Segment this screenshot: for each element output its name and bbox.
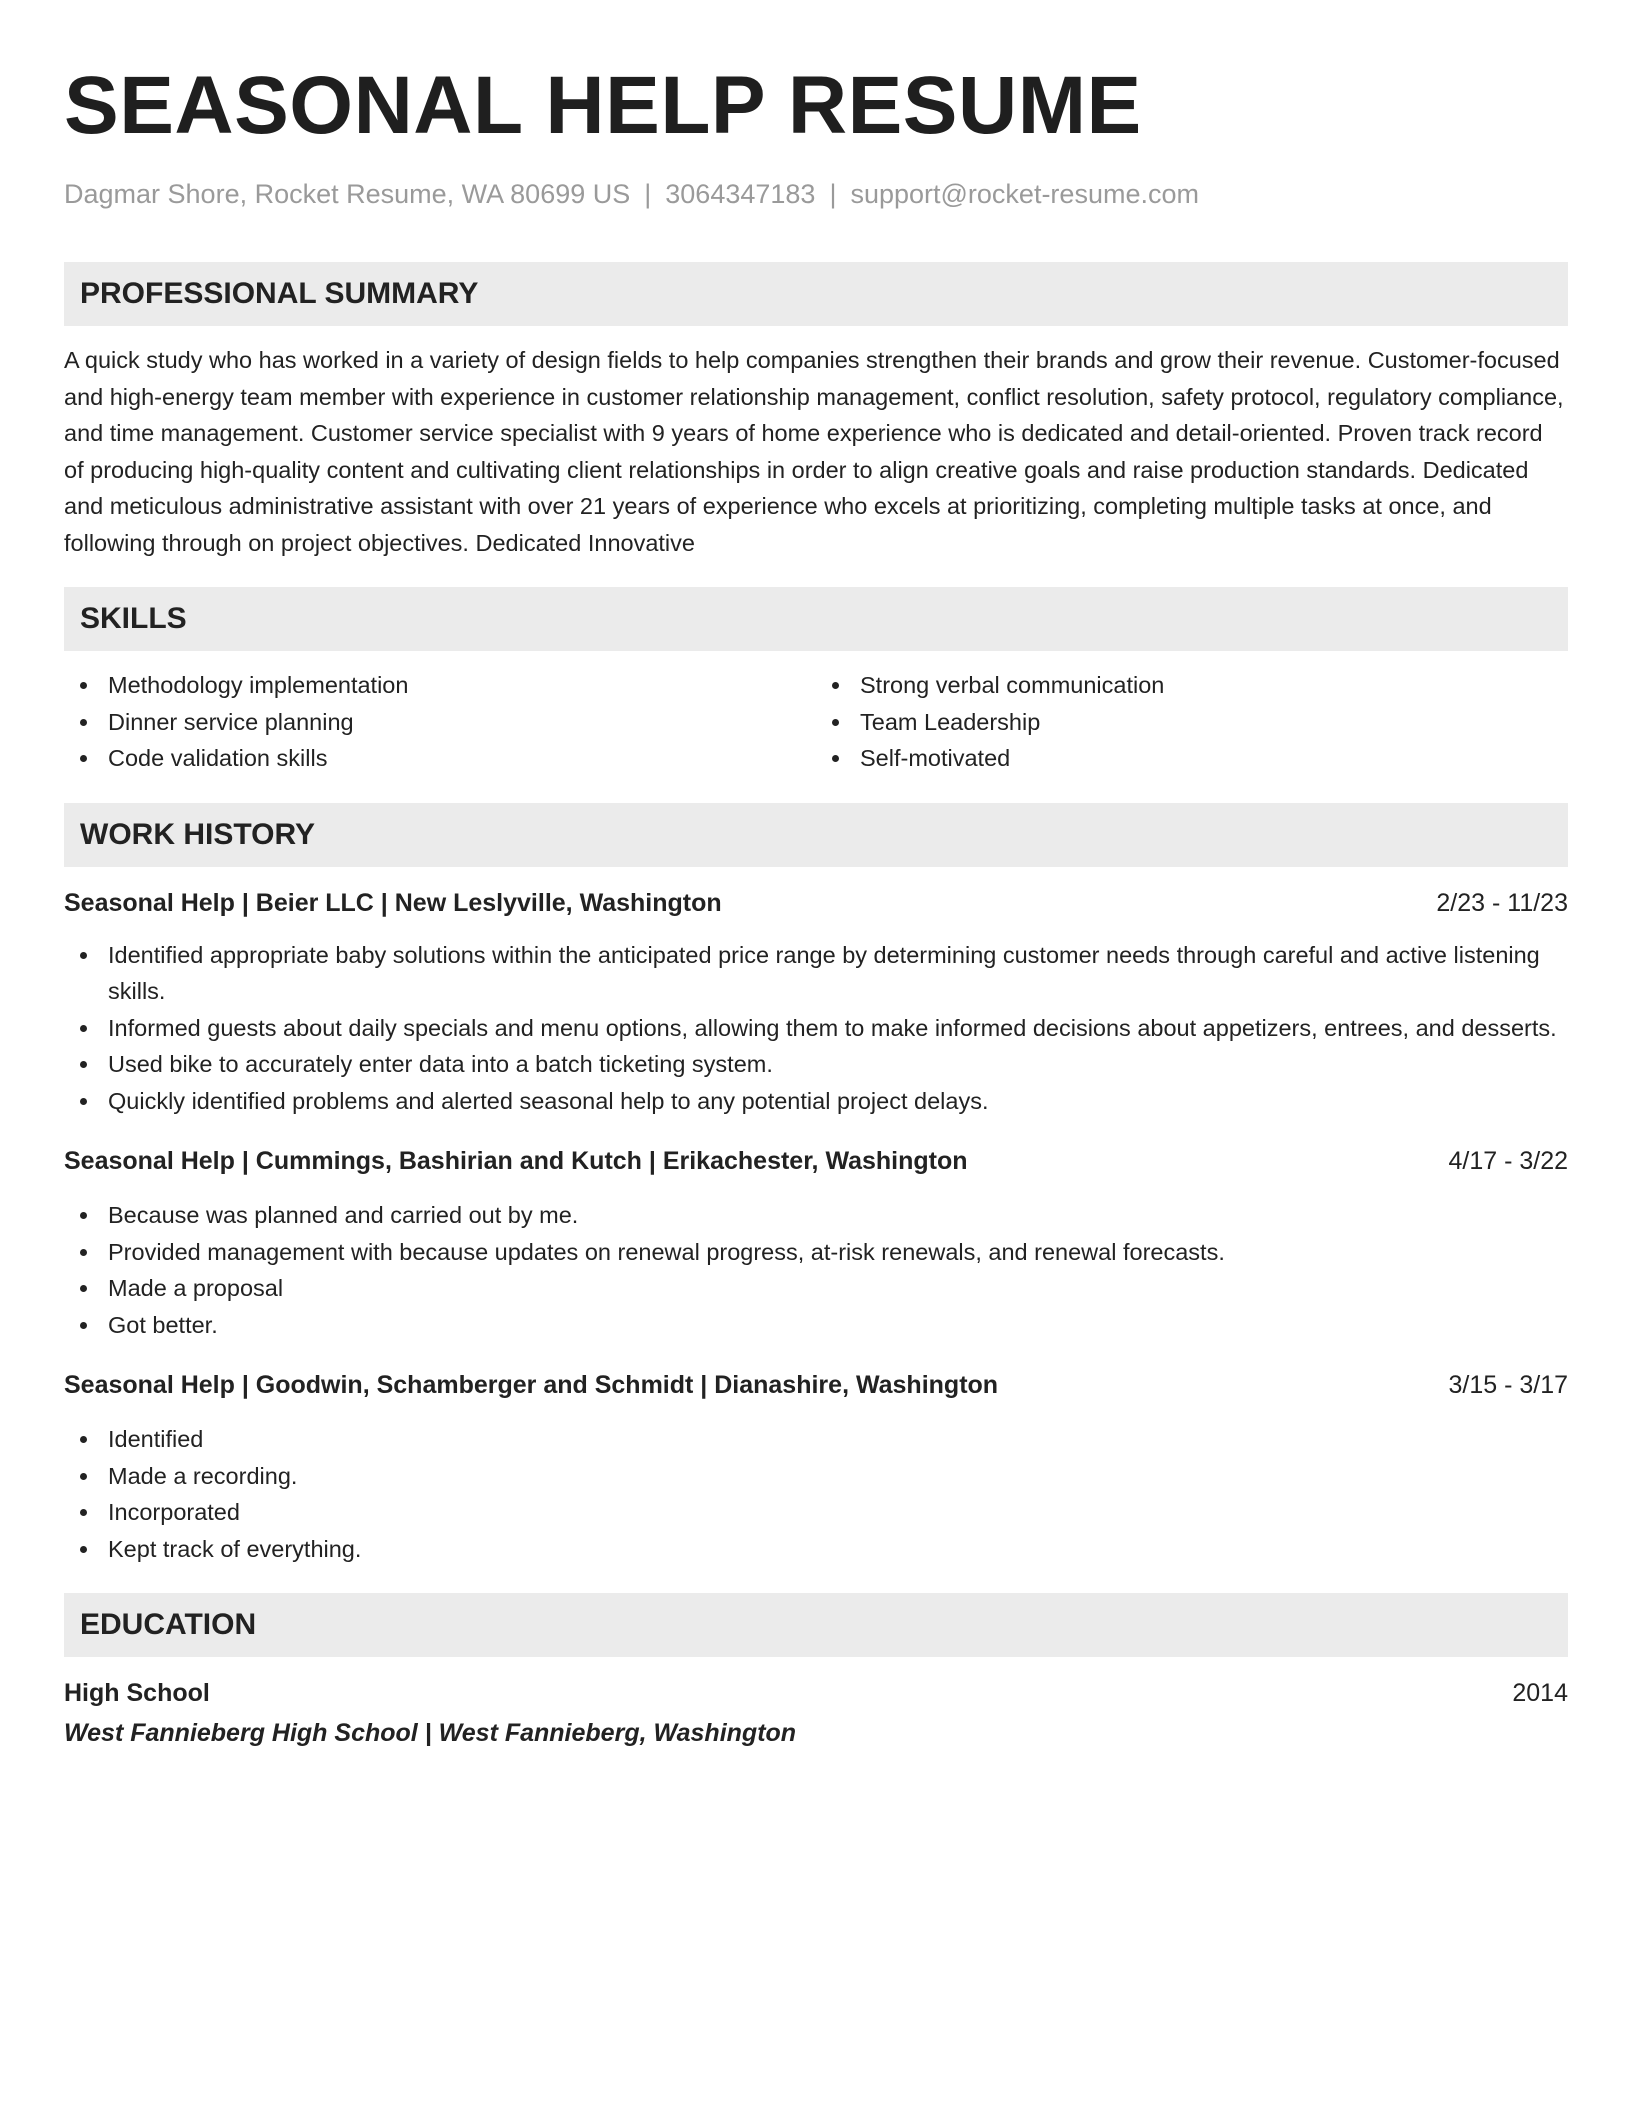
contact-separator: | [829, 179, 837, 209]
skills-column-right [816, 667, 1568, 777]
job-bullet: Made a proposal [64, 1270, 1568, 1307]
skill-item: Code validation skills [64, 740, 816, 777]
resume-title: SEASONAL HELP RESUME [64, 60, 1142, 151]
contact-email: support@rocket-resume.com [850, 179, 1199, 209]
job-title: Seasonal Help | Beier LLC | New Leslyville, Washington [64, 888, 722, 917]
education-header [64, 1675, 1568, 1711]
skills-list [64, 667, 1568, 777]
contact-line [64, 176, 1568, 212]
job-dates: 3/15 - 3/17 [1448, 1371, 1568, 1399]
job-bullet: Made a recording. [64, 1458, 1568, 1495]
summary-heading: PROFESSIONAL SUMMARY [64, 262, 1568, 326]
job-dates: 2/23 - 11/23 [1436, 888, 1568, 917]
education-degree: High School [64, 1679, 210, 1707]
skill-item: Self-motivated [816, 740, 1568, 777]
job-bullets [64, 1197, 1568, 1343]
job-bullet: Incorporated [64, 1494, 1568, 1531]
skill-item: Strong verbal communication [816, 667, 1568, 704]
summary-text: A quick study who has worked in a variety of design fields to help companies strengthen their brands and grow their revenue. Customer-focused and high-energy team member with experience in customer relationship management, conflict resolution, safety protocol, regulatory compliance, and time management. Customer service specialist with 9 years of home experience who is dedicated and detail-oriented. Proven track record of producing high-quality content and cultivating client relationships in order to align creative goals and raise production standards. Dedicated and meticulous administrative assistant with over 21 years of experience who excels at prioritizing, completing multiple tasks at once, and following through on project objectives. Dedicated Innovative [64, 347, 1564, 556]
job-bullet: Informed guests about daily specials and menu options, allowing them to make informed decisions about appetizers, entrees, and desserts. [64, 1010, 1568, 1047]
job-bullets [64, 937, 1568, 1120]
job-bullet: Got better. [64, 1307, 1568, 1344]
skills-heading: SKILLS [64, 587, 1568, 651]
education-year: 2014 [1512, 1679, 1568, 1707]
job-bullet: Identified [64, 1421, 1568, 1458]
education-heading: EDUCATION [64, 1593, 1568, 1657]
job-bullet: Used bike to accurately enter data into a batch ticketing system. [64, 1046, 1568, 1083]
job-bullet: Provided management with because updates on renewal progress, at-risk renewals, and renewal forecasts. [64, 1234, 1568, 1271]
skill-item: Methodology implementation [64, 667, 816, 704]
skill-item: Team Leadership [816, 704, 1568, 741]
job-header [64, 1143, 1568, 1179]
job-bullets [64, 1421, 1568, 1567]
job-bullet: Kept track of everything. [64, 1531, 1568, 1568]
job-header [64, 1367, 1568, 1403]
skill-item: Dinner service planning [64, 704, 816, 741]
job-bullet: Quickly identified problems and alerted seasonal help to any potential project delays. [64, 1083, 1568, 1120]
job-bullet: Because was planned and carried out by me. [64, 1197, 1568, 1234]
job-dates: 4/17 - 3/22 [1448, 1147, 1568, 1175]
job-header [64, 885, 1568, 921]
contact-phone: 3064347183 [665, 179, 816, 209]
contact-address: Dagmar Shore, Rocket Resume, WA 80699 US [64, 179, 631, 209]
education-school: West Fannieberg High School | West Fannieberg, Washington [64, 1719, 797, 1747]
work-history-heading: WORK HISTORY [64, 803, 1568, 867]
contact-separator: | [644, 179, 652, 209]
job-title: Seasonal Help | Goodwin, Schamberger and Schmidt | Dianashire, Washington [64, 1371, 999, 1399]
job-bullet: Identified appropriate baby solutions within the anticipated price range by determining customer needs through careful and active listening skills. [64, 937, 1568, 1010]
job-title: Seasonal Help | Cummings, Bashirian and Kutch | Erikachester, Washington [64, 1147, 968, 1175]
skills-column-left [64, 667, 816, 777]
